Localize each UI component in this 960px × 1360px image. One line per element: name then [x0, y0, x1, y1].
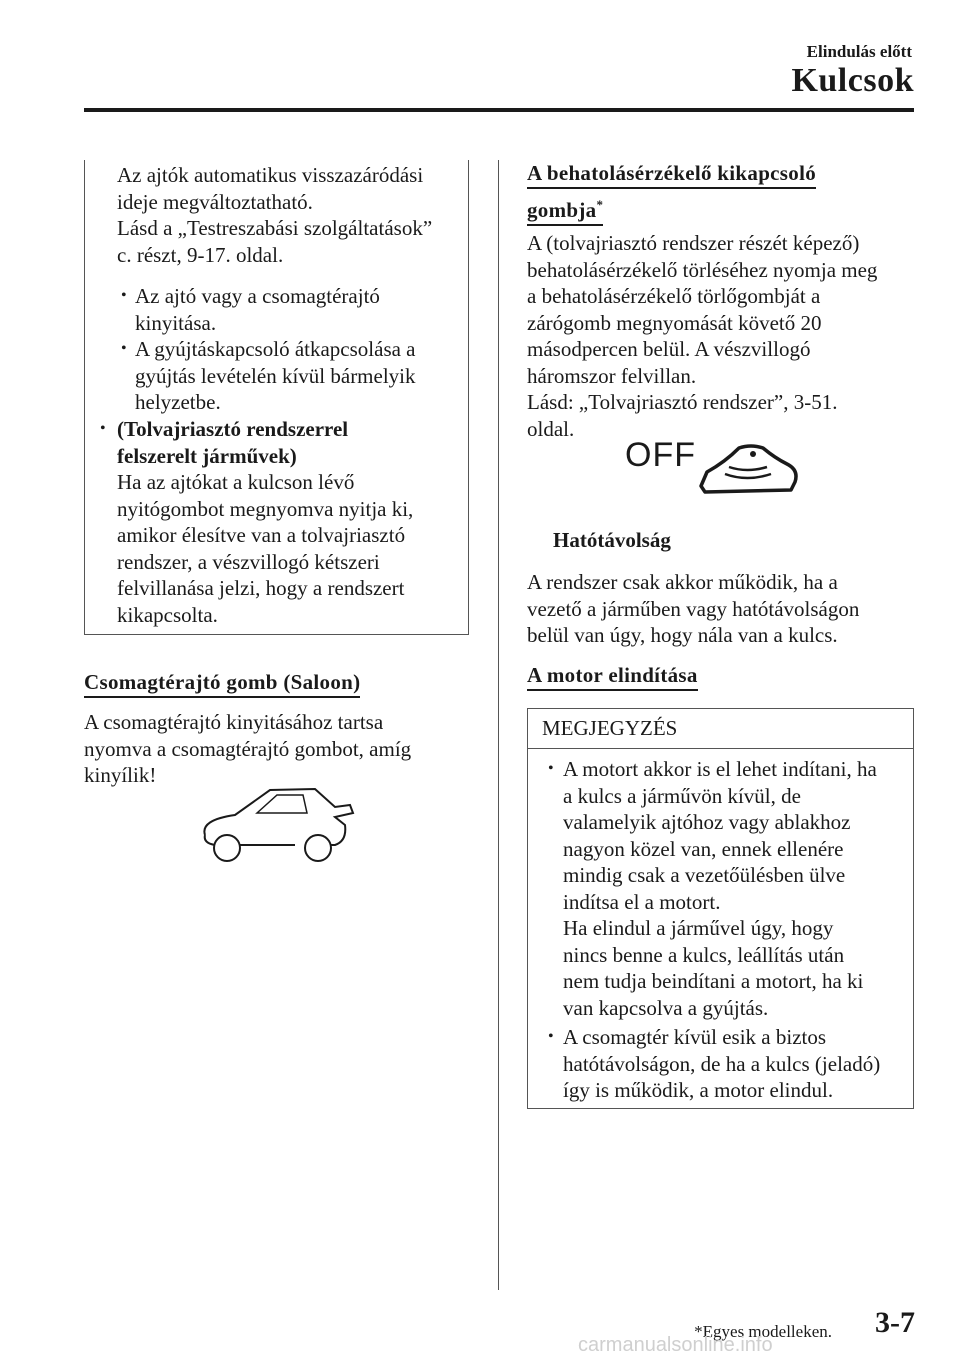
column-divider: [498, 160, 499, 1290]
bullet-icon: •: [100, 420, 106, 437]
alarm-bullet: • (Tolvajriasztó rendszerrel felszerelt járművek) Ha az ajtókat a kulcson lévő nyitógombot megnyomva nyitja ki, amikor élesítve van a tolvajriasztó rendszer, a vészvillogó kétszeri felvillanása jelzi, hogy a rendszert kikapcsolta.: [100, 417, 414, 627]
trunk-open-car-icon: [195, 785, 360, 865]
bullet-icon: •: [548, 760, 554, 777]
intrusion-text: A (tolvajriasztó rendszer részét képező) behatolásérzékelő törléséhez nyomja meg a behatolásérzékelő törlőgombját a zárógomb megnyomását követő 20 másodpercen belül. A vészvillogó háromszor felvillan. Lásd: „Tolvajriasztó rendszer”, 3-51. oldal.: [527, 231, 878, 441]
note-bullet-1: • A motort akkor is el lehet indítani, ha a kulcs a járművön kívül, de valamelyik ajtóhoz vagy ablakhoz nagyon közel van, ennek ellenére mindig csak a vezetőülésben ülve indítsa el a motort. Ha elindul a járművel úgy, hogy nincs benne a kulcs, leállítás után nem tudja beindítani a motort, ha ki van kapcsolva a gyújtás.: [548, 757, 877, 1020]
intrusion-heading: A behatolásérzékelő kikapcsoló gombja*: [527, 160, 816, 224]
range-heading: Hatótávolság: [553, 528, 671, 552]
note-separator: [527, 748, 914, 749]
note-bullet-2: • A csomagtér kívül esik a biztos hatótávolságon, de ha a kulcs (jeladó) így is működik, a motor elindul.: [548, 1025, 881, 1102]
page-title: Kulcsok: [791, 62, 914, 99]
motor-heading: A motor elindítása: [527, 663, 698, 688]
trunk-text: A csomagtérajtó kinyitásához tartsa nyomva a csomagtérajtó gombot, amíg kinyílik!: [84, 710, 412, 787]
range-text: A rendszer csak akkor működik, ha a vezető a járműben vagy hatótávolságon belül van úgy, hogy nála van a kulcs.: [527, 570, 860, 647]
header-rule: [84, 108, 914, 112]
sub-bullet-1: • Az ajtó vagy a csomagtérajtó kinyitása.: [121, 284, 380, 335]
watermark: carmanualsonline.info: [578, 1334, 773, 1356]
intrusion-sensor-off-icon: OFF: [625, 436, 810, 506]
note-title: MEGJEGYZÉS: [542, 716, 678, 740]
sub-bullet-2: • A gyújtáskapcsoló átkapcsolása a gyújtás levételén kívül bármelyik helyzetbe.: [121, 337, 416, 414]
trunk-heading: Csomagtérajtó gomb (Saloon): [84, 670, 360, 695]
bullet-icon: •: [548, 1028, 554, 1045]
footnote: *Egyes modelleken.: [694, 1322, 832, 1341]
bullet-icon: •: [121, 340, 127, 357]
section-title: Elindulás előtt: [806, 42, 912, 61]
intro-text: Az ajtók automatikus visszazáródási ideje megváltoztatható. Lásd a „Testreszabási szolgáltatások” c. részt, 9-17. oldal.: [117, 163, 433, 267]
page-number: 3-7: [875, 1306, 915, 1339]
bullet-icon: •: [121, 287, 127, 304]
